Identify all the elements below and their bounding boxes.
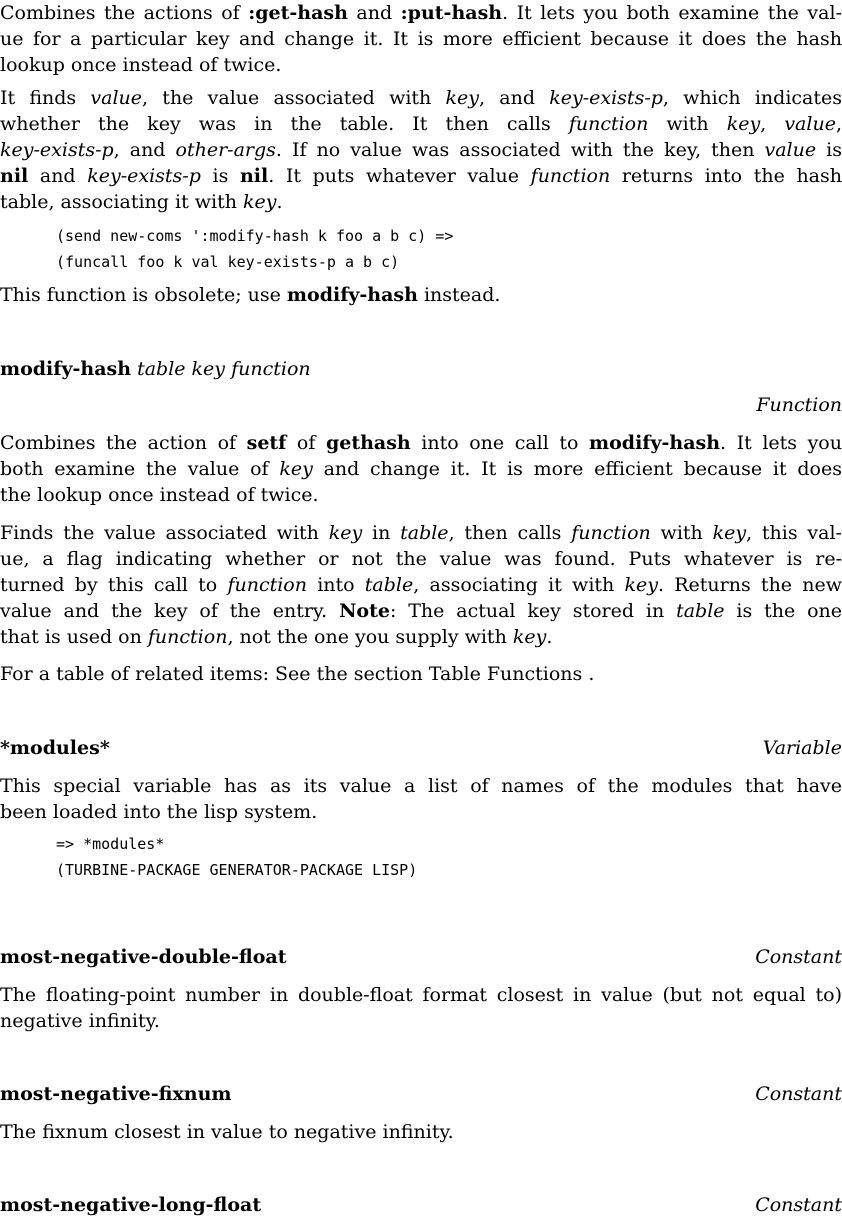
text-line: ue, a flag indicating whether or not the value was found. Puts whatever is re- xyxy=(0,548,842,570)
text-line: table, associating it with key. xyxy=(0,191,283,213)
intro-paragraph-3 xyxy=(0,282,842,308)
text-line: that is used on function, not the one you supply with key. xyxy=(0,626,553,648)
entry-name: *modules* xyxy=(0,737,110,759)
text-line: the lookup once instead of twice. xyxy=(0,484,319,506)
text-line: both examine the value of key and change it. It is more efficient because it does xyxy=(0,458,842,480)
italic-term: table xyxy=(364,574,414,596)
intro-paragraph-1 xyxy=(0,0,842,78)
italic-term: function xyxy=(147,626,228,648)
text-line: Finds the value associated with key in table, then calls function with key, this val- xyxy=(0,522,842,544)
bold-term: gethash xyxy=(325,432,411,454)
italic-term: key xyxy=(712,522,747,544)
entry-modules-header xyxy=(0,735,842,761)
italic-term: key xyxy=(726,113,761,135)
intro-code-example: (send new-coms ':modify-hash k foo a b c) => (funcall foo k val key-exists-p a b c) xyxy=(56,227,454,271)
bold-term: :get-hash xyxy=(248,2,348,24)
italic-term: key xyxy=(243,191,277,213)
italic-term: key xyxy=(445,87,480,109)
modify-hash-paragraph-3 xyxy=(0,661,842,687)
modify-hash-paragraph-2 xyxy=(0,520,842,650)
text-line: Combines the action of setf of gethash into one call to modify-hash. It lets you xyxy=(0,432,842,454)
entry-name: most-negative-fixnum xyxy=(0,1083,232,1105)
intro-paragraph-2 xyxy=(0,85,842,215)
italic-term: value xyxy=(90,87,143,109)
entry-modify-hash-header xyxy=(0,356,842,382)
entry-kind: Constant xyxy=(755,1194,842,1216)
text-line: nil and key-exists-p is nil. It puts whatever value function returns into the hash xyxy=(0,165,842,187)
italic-term: key-exists-p xyxy=(549,87,663,109)
bold-term: modify-hash xyxy=(589,432,721,454)
bold-term: nil xyxy=(239,165,269,187)
text-line: The fixnum closest in value to negative infinity. xyxy=(0,1121,454,1143)
italic-term: key xyxy=(624,574,658,596)
text-line: This function is obsolete; use modify-hash instead. xyxy=(0,284,501,306)
text-line: This special variable has as its value a list of names of the modules that have xyxy=(0,775,842,797)
bold-term: modify-hash xyxy=(286,284,418,306)
italic-term: key xyxy=(279,458,313,480)
bold-term: Note xyxy=(339,600,390,622)
italic-term: table xyxy=(676,600,725,622)
most-negative-fixnum-paragraph xyxy=(0,1119,842,1145)
text-line: turned by this call to function into table, associating it with key. Returns the new xyxy=(0,574,842,596)
italic-term: value xyxy=(784,113,836,135)
bold-term: :put-hash xyxy=(400,2,503,24)
bold-term: setf xyxy=(246,432,287,454)
italic-term: other-args xyxy=(175,139,276,161)
italic-term: function xyxy=(568,113,649,135)
italic-term: key-exists-p xyxy=(87,165,201,187)
entry-kind: Constant xyxy=(755,946,842,968)
most-negative-double-float-paragraph xyxy=(0,982,842,1034)
italic-term: key xyxy=(328,522,363,544)
italic-term: function xyxy=(227,574,307,596)
italic-term: key xyxy=(512,626,547,648)
entry-name: most-negative-double-float xyxy=(0,946,287,968)
text-line: It finds value, the value associated with key, and key-exists-p, which indicates xyxy=(0,87,842,109)
text-line: For a table of related items: See the section Table Functions . xyxy=(0,663,595,685)
modify-hash-paragraph-1 xyxy=(0,430,842,508)
entry-modify-hash-kind: Function xyxy=(756,394,842,416)
entry-args: table key function xyxy=(137,358,311,380)
text-line: lookup once instead of twice. xyxy=(0,54,282,76)
text-line: Combines the actions of :get-hash and :put-hash. It lets you both examine the val- xyxy=(0,2,842,24)
entry-kind: Variable xyxy=(762,737,842,759)
entry-most-negative-double-float-header xyxy=(0,944,842,970)
modules-paragraph-1 xyxy=(0,773,842,825)
text-line: whether the key was in the table. It then calls function with key, value, xyxy=(0,113,842,135)
text-line: been loaded into the lisp system. xyxy=(0,801,318,823)
italic-term: key-exists-p xyxy=(0,139,114,161)
text-line: negative infinity. xyxy=(0,1010,160,1032)
italic-term: table xyxy=(400,522,449,544)
bold-term: nil xyxy=(0,165,29,187)
entry-most-negative-fixnum-header xyxy=(0,1081,842,1107)
modules-code-example: => *modules* (TURBINE-PACKAGE GENERATOR-PACKAGE LISP) xyxy=(56,835,418,879)
italic-term: function xyxy=(571,522,651,544)
entry-name: most-negative-long-float xyxy=(0,1194,262,1216)
entry-name: modify-hash xyxy=(0,358,132,380)
entry-kind: Constant xyxy=(755,1083,842,1105)
text-line: key-exists-p, and other-args. If no value was associated with the key, then value is xyxy=(0,139,842,161)
text-line: ue for a particular key and change it. It is more efficient because it does the hash xyxy=(0,28,842,50)
italic-term: value xyxy=(764,139,817,161)
entry-most-negative-long-float-header xyxy=(0,1192,842,1218)
italic-term: function xyxy=(530,165,611,187)
text-line: The floating-point number in double-float format closest in value (but not equal to) xyxy=(0,984,842,1006)
text-line: value and the key of the entry. Note: The actual key stored in table is the one xyxy=(0,600,842,622)
